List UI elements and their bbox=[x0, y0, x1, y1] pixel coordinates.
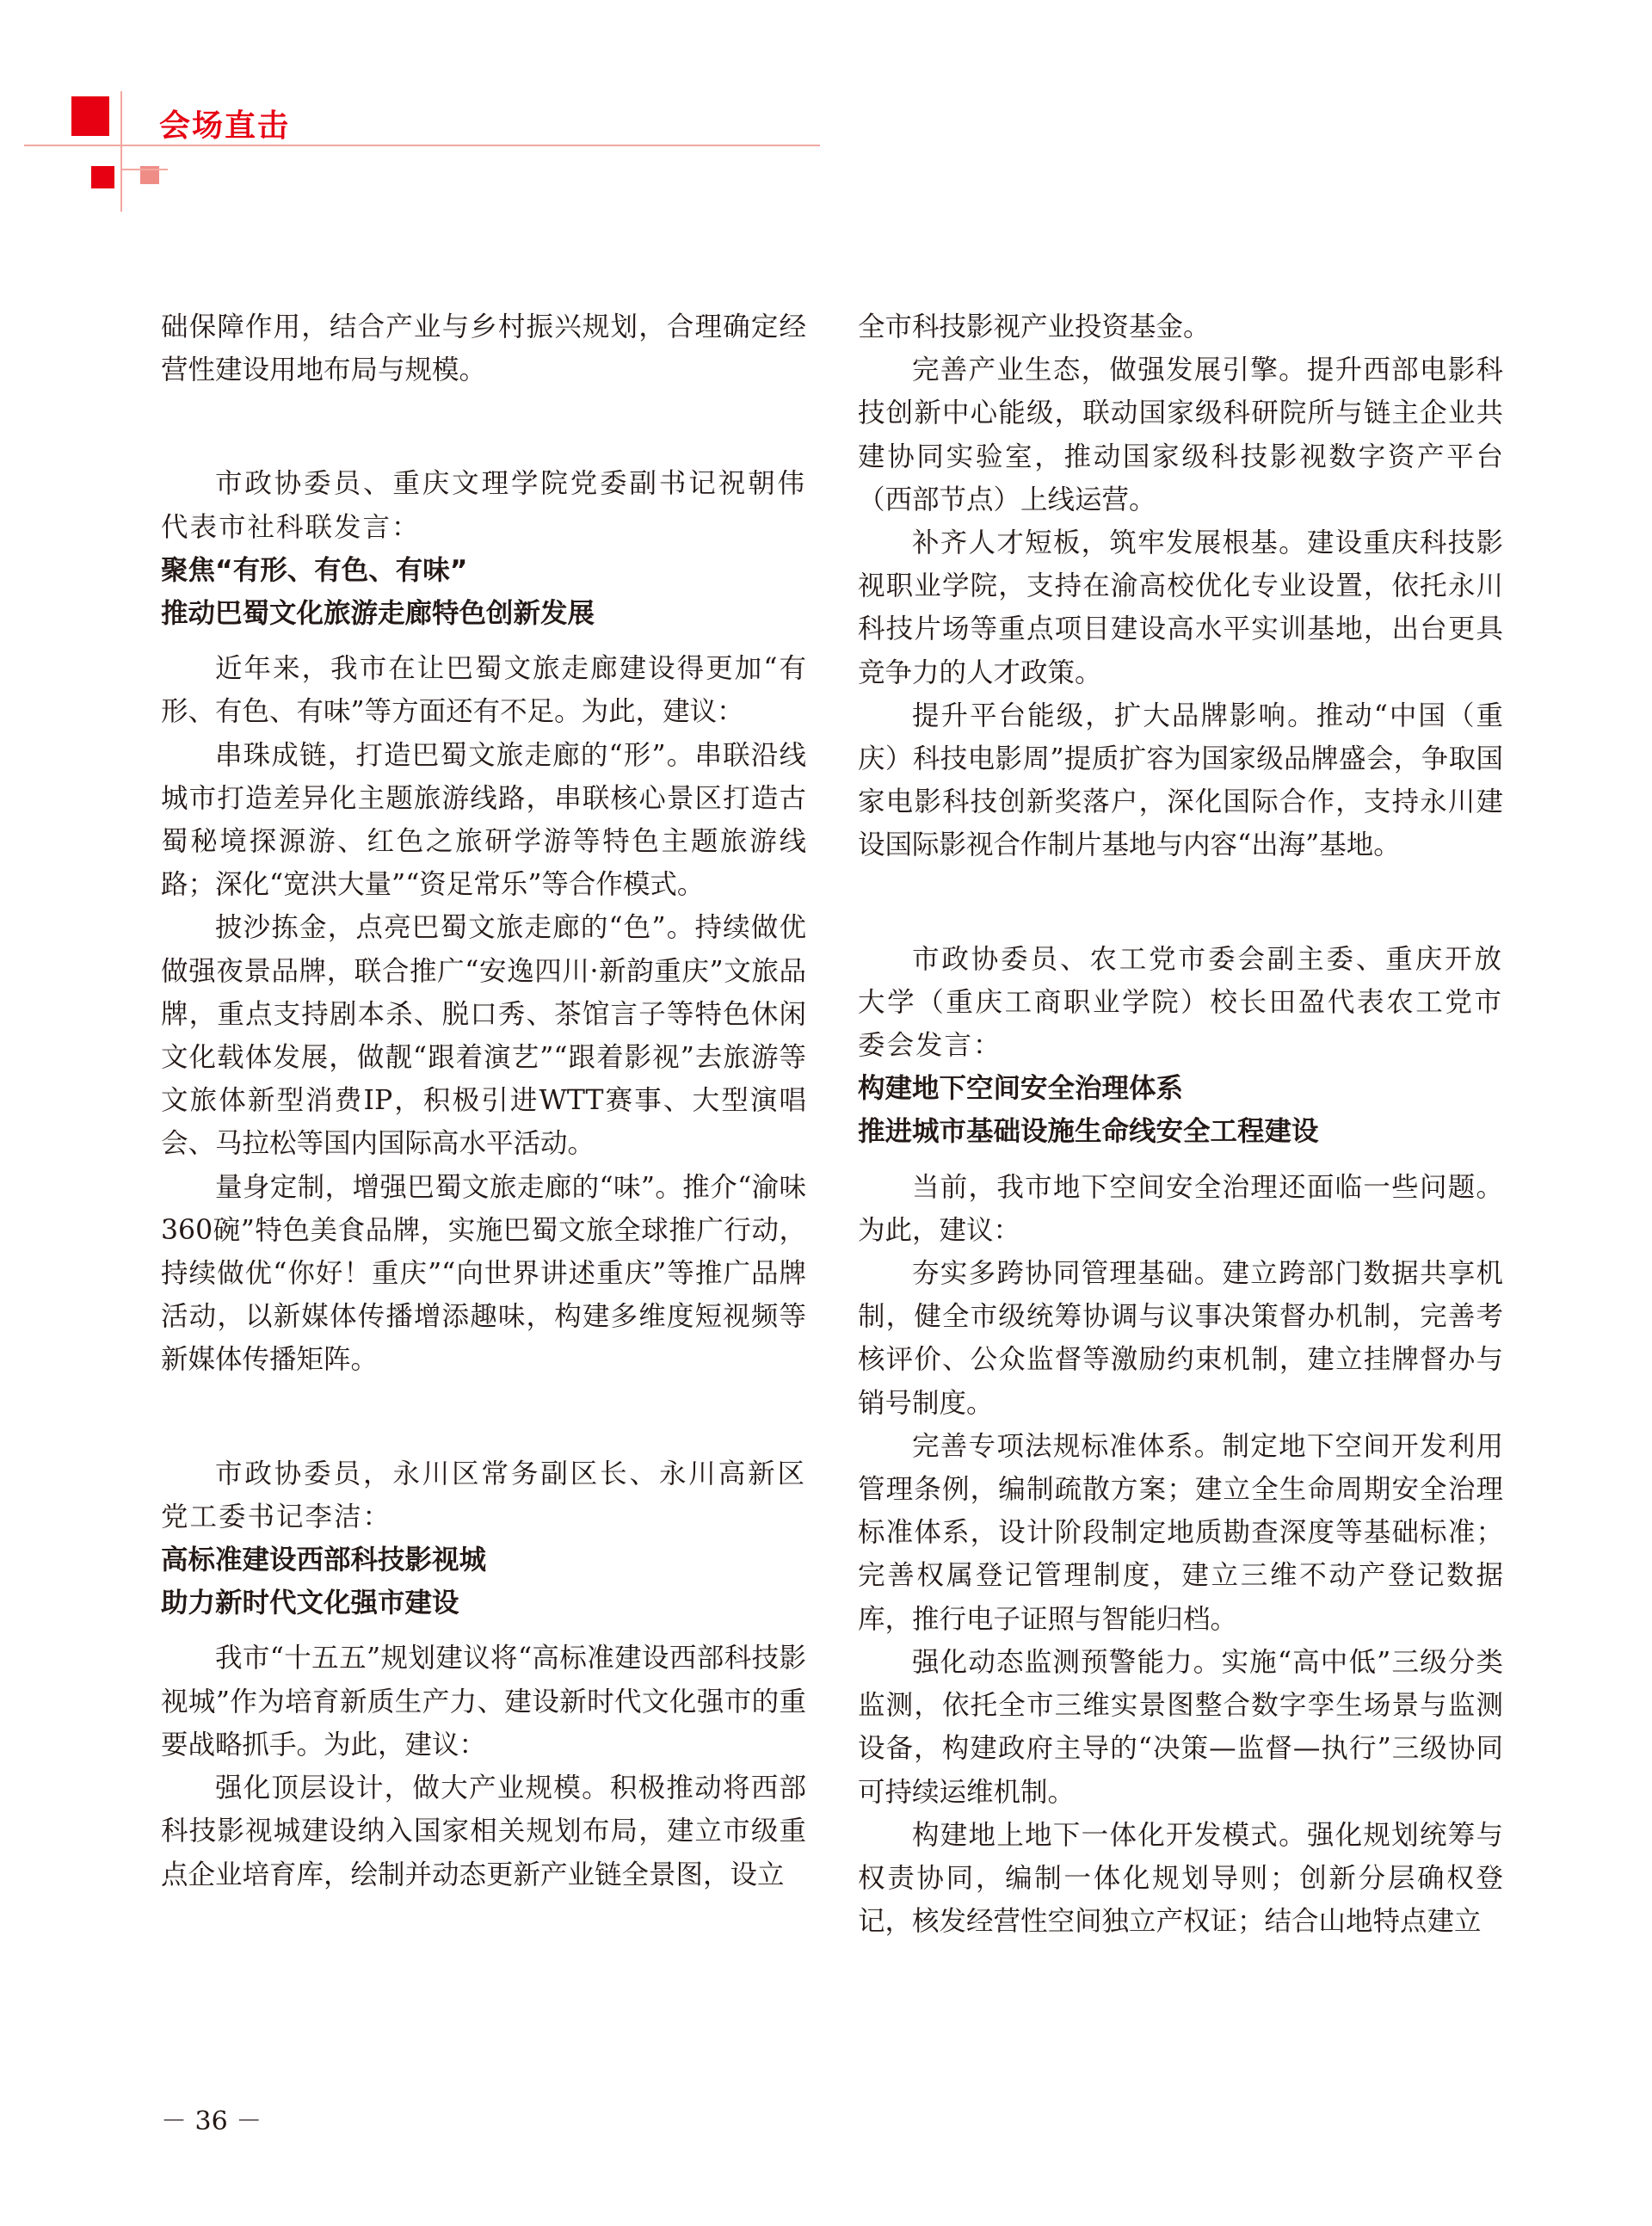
header-horizontal-rule bbox=[24, 145, 820, 146]
paragraph: 完善专项法规标准体系。制定地下空间开发利用管理条例，编制疏散方案；建立全生命周期安全治理标准体系，设计阶段制定地质勘查深度等基础标准；完善权属登记管理制度，建立三维不动产登记数据库，推行电子证照与智能归档。 bbox=[858, 1430, 1503, 1635]
right-column bbox=[858, 305, 1503, 1943]
header-red-square-small bbox=[91, 166, 114, 188]
headline-1b: 推动巴蜀文化旅游走廊特色创新发展 bbox=[161, 598, 595, 630]
continued-paragraph: 全市科技影视产业投资基金。 bbox=[858, 311, 1211, 342]
headline-2b: 助力新时代文化强市建设 bbox=[161, 1588, 459, 1619]
speaker-line-3: 市政协委员、农工党市委会副主委、重庆开放大学（重庆工商职业学院）校长田盈代表农工党市委会发言： bbox=[858, 943, 1503, 1062]
header-red-square-large bbox=[71, 96, 109, 136]
headline-3a: 构建地下空间安全治理体系 bbox=[858, 1073, 1184, 1105]
headline-1a: 聚焦“有形、有色、有味” bbox=[161, 554, 468, 586]
paragraph: 量身定制，增强巴蜀文旅走廊的“味”。推介“渝味360碗”特色美食品牌，实施巴蜀文旅全球推广行动，持续做优“你好！重庆”“向世界讲述重庆”等推广品牌活动，以新媒体传播增添趣味，构建多维度短视频等新媒体传播矩阵。 bbox=[161, 1171, 806, 1376]
paragraph: 当前，我市地下空间安全治理还面临一些问题。为此，建议： bbox=[858, 1171, 1503, 1246]
paragraph: 强化顶层设计，做大产业规模。积极推动将西部科技影视城建设纳入国家相关规划布局，建立市级重点企业培育库，绘制并动态更新产业链全景图，设立 bbox=[161, 1773, 806, 1890]
headline-3b: 推进城市基础设施生命线安全工程建设 bbox=[858, 1116, 1319, 1148]
left-column bbox=[161, 305, 806, 1896]
paragraph: 强化动态监测预警能力。实施“高中低”三级分类监测，依托全市三维实景图整合数字孪生场景与监测设备，构建政府主导的“决策—监督—执行”三级协同可持续运维机制。 bbox=[858, 1646, 1503, 1808]
headline-2a: 高标准建设西部科技影视城 bbox=[161, 1545, 487, 1576]
speaker-line-2: 市政协委员，永川区常务副区长、永川高新区党工委书记李洁： bbox=[161, 1458, 806, 1532]
header-vertical-rule bbox=[120, 91, 122, 212]
paragraph: 近年来，我市在让巴蜀文旅走廊建设得更加“有形、有色、有味”等方面还有不足。为此，建议： bbox=[161, 653, 806, 728]
paragraph: 披沙拣金，点亮巴蜀文旅走廊的“色”。持续做优做强夜景品牌，联合推广“安逸四川·新韵重庆”文旅品牌，重点支持剧本杀、脱口秀、茶馆言子等特色休闲文化载体发展，做靓“跟着演艺”“跟着影视”去旅游等文旅体新型消费IP，积极引进WTT赛事、大型演唱会、马拉松等国内国际高水平活动。 bbox=[161, 912, 806, 1160]
paragraph: 串珠成链，打造巴蜀文旅走廊的“形”。串联沿线城市打造差异化主题旅游线路，串联核心景区打造古蜀秘境探源游、红色之旅研学游等特色主题旅游线路；深化“宽洪大量”“资足常乐”等合作模式。 bbox=[161, 739, 806, 901]
page-number: － 36 － bbox=[161, 2106, 262, 2137]
intro-paragraph: 础保障作用，结合产业与乡村振兴规划，合理确定经营性建设用地布局与规模。 bbox=[161, 311, 806, 386]
paragraph: 完善产业生态，做强发展引擎。提升西部电影科技创新中心能级，联动国家级科研院所与链主企业共建协同实验室，推动国家级科技影视数字资产平台（西部节点）上线运营。 bbox=[858, 355, 1503, 515]
paragraph: 我市“十五五”规划建议将“高标准建设西部科技影视城”作为培育新质生产力、建设新时代文化强市的重要战略抓手。为此，建议： bbox=[161, 1643, 806, 1760]
paragraph: 夯实多跨协同管理基础。建立跨部门数据共享机制，健全市级统筹协调与议事决策督办机制，完善考核评价、公众监督等激励约束机制，建立挂牌督办与销号制度。 bbox=[858, 1258, 1503, 1419]
section-title: 会场直击 bbox=[159, 108, 291, 144]
speaker-line-1: 市政协委员、重庆文理学院党委副书记祝朝伟代表市社科联发言： bbox=[161, 468, 806, 543]
paragraph: 构建地上地下一体化开发模式。强化规划统筹与权责协同，编制一体化规划导则；创新分层确权登记，核发经营性空间独立产权证；结合山地特点建立 bbox=[858, 1819, 1503, 1938]
header-horizontal-rule-short bbox=[120, 169, 168, 170]
paragraph: 补齐人才短板，筑牢发展根基。建设重庆科技影视职业学院，支持在渝高校优化专业设置，依托永川科技片场等重点项目建设高水平实训基地，出台更具竞争力的人才政策。 bbox=[858, 527, 1503, 688]
paragraph: 提升平台能级，扩大品牌影响。推动“中国（重庆）科技电影周”提质扩容为国家级品牌盛会，争取国家电影科技创新奖落户，深化国际合作，支持永川建设国际影视合作制片基地与内容“出海”基地。 bbox=[858, 700, 1503, 861]
